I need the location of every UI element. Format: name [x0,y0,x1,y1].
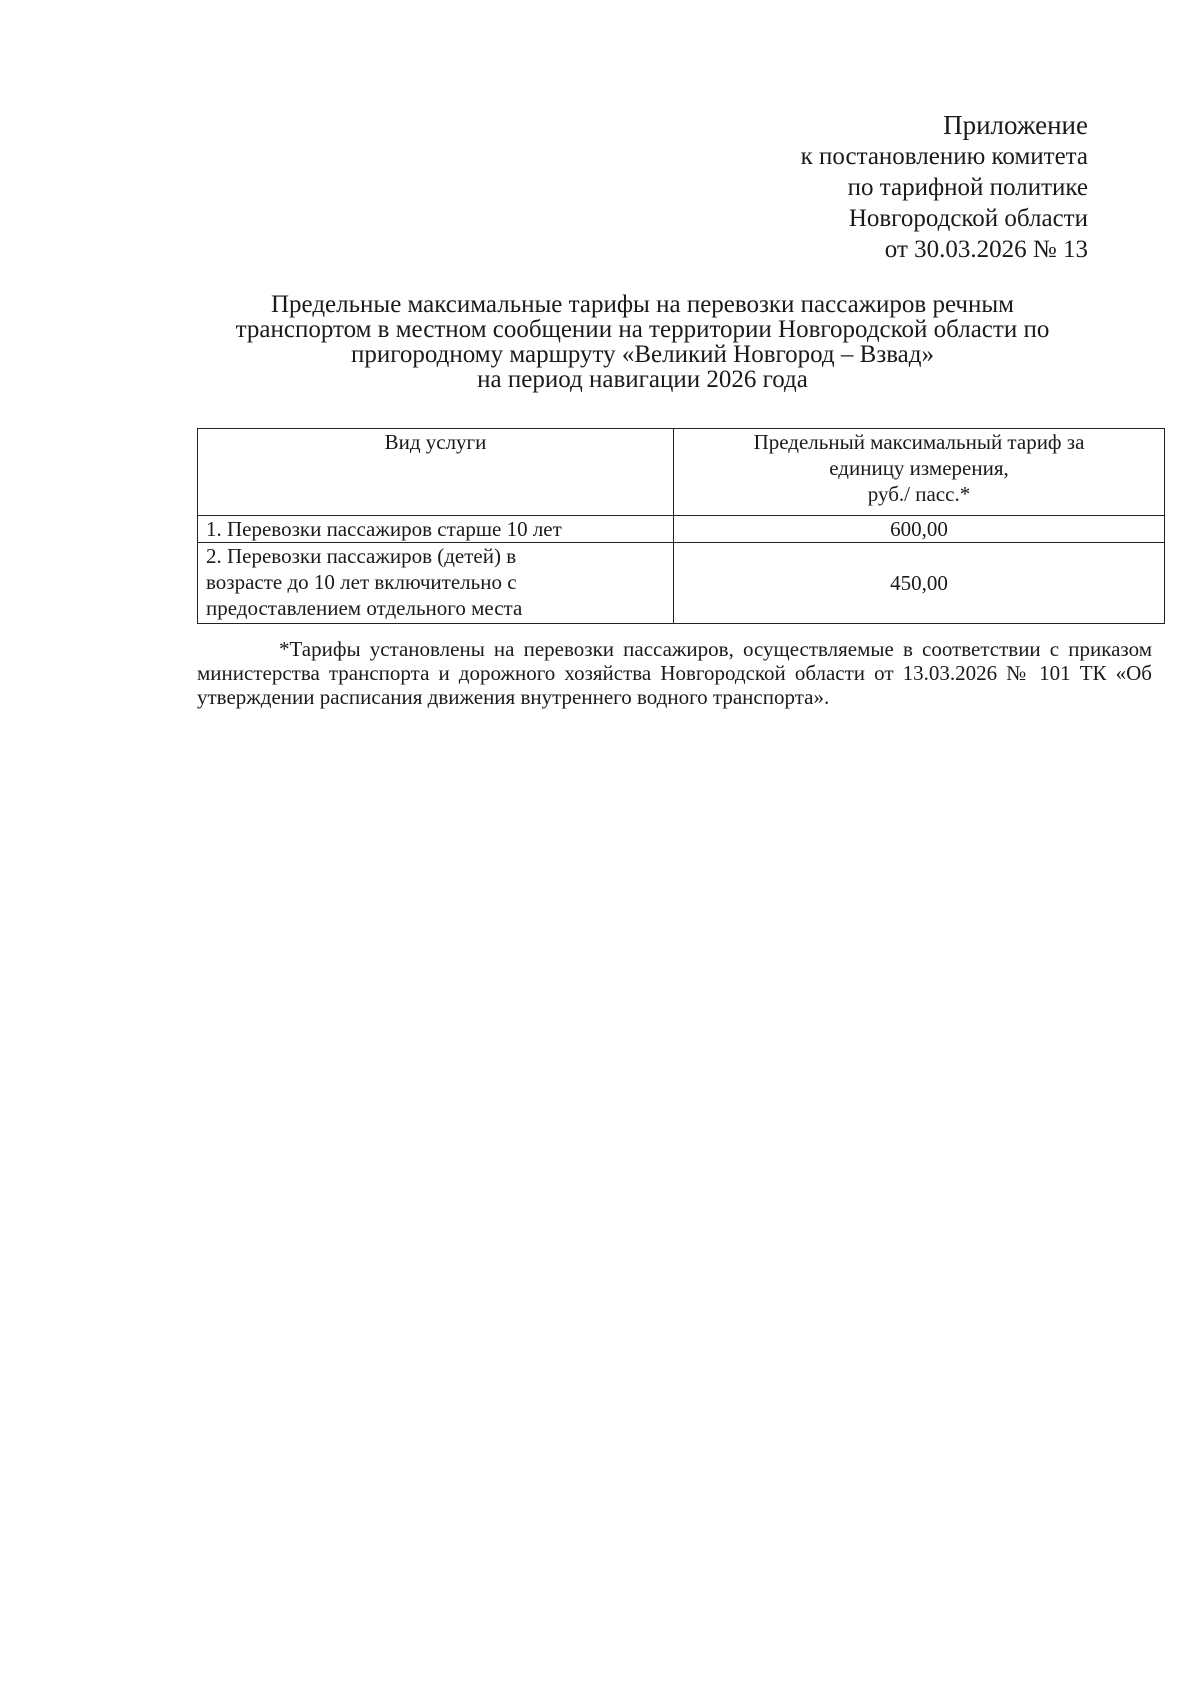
row-tariff-value: 600,00 [674,516,1165,543]
appendix-block [668,110,1088,265]
header-service: Вид услуги [198,429,674,516]
table-row [198,543,1165,624]
title-line: транспортом в местном сообщении на территории Новгородской области по [235,316,1050,343]
appendix-line: к постановлению комитета [800,143,1088,170]
row-service [198,543,674,624]
tariff-table [197,428,1165,624]
header-tariff-line: Предельный максимальный тариф за [753,430,1085,454]
row-service [198,516,674,543]
row-service-line: возрасте до 10 лет включительно с [206,570,517,594]
appendix-line: по тарифной политике [847,174,1088,201]
title-line: на период навигации 2026 года [477,366,808,393]
header-tariff-line: единицу измерения, [829,456,1009,480]
row-tariff-value: 450,00 [674,543,1165,624]
title-line: пригородному маршруту «Великий Новгород – Взвад» [351,341,934,368]
header-tariff-unit: руб./ пасс.* [867,482,971,506]
header-tariff [674,429,1165,516]
appendix-date-number: от 30.03.2026 № 13 [884,236,1088,263]
document-title [190,292,1095,392]
appendix-line: Новгородской области [848,205,1088,232]
table-row [198,516,1165,543]
row-service-line: 1. Перевозки пассажиров старше 10 лет [206,517,562,541]
row-service-line: предоставлением отдельного места [206,596,523,620]
row-service-line: 2. Перевозки пассажиров (детей) в [206,544,517,568]
appendix-line: Приложение [943,110,1088,140]
footnote: *Тарифы установлены на перевозки пассажиров, осуществляемые в соответствии с приказом министерства транспорта и дорожного хозяйства Новгородской области от 13.03.2026 № 101 ТК «Об утверждении расписания движения внутреннего водного транспорта». [197,637,1152,709]
table-header-row [198,429,1165,516]
title-line: Предельные максимальные тарифы на перевозки пассажиров речным [271,291,1014,318]
